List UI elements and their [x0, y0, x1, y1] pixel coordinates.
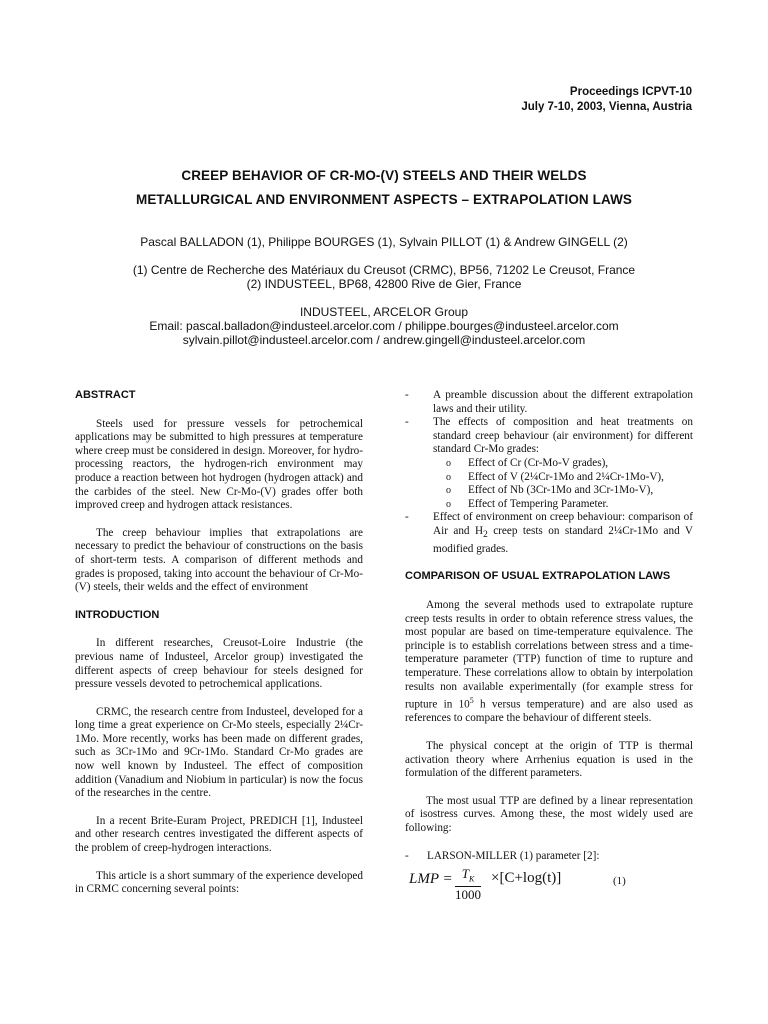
abstract-paragraph-2: The creep behaviour implies that extrapolations are necessary to predict the behaviour of constructions on the basis of short-term tests. A comparison of different methods and grades is proposed, taking into account the behaviour of Cr-Mo-(V) steels, their welds and the effect of environment [75, 526, 363, 594]
point-text-1: A preamble discussion about the different extrapolation laws and their utility. [433, 389, 693, 415]
left-column [75, 389, 363, 911]
conference-date-place: July 7-10, 2003, Vienna, Austria [521, 100, 692, 113]
dash-bullet: - [405, 511, 409, 524]
proceedings-name: Proceedings ICPVT-10 [569, 86, 692, 98]
intro-paragraph-4: This article is a short summary of the experience developed in CRMC concerning several points: [75, 869, 363, 896]
list-item [433, 471, 693, 485]
affiliation-2: (2) INDUSTEEL, BP68, 42800 Rive de Gier, France [246, 277, 522, 291]
title-line-1: CREEP BEHAVIOR OF CR-MO-(V) STEELS AND THEIR WELDS [181, 168, 587, 183]
abstract-heading: ABSTRACT [75, 389, 136, 401]
larson-miller-item [405, 850, 693, 864]
list-item [405, 389, 693, 416]
fraction-numerator [455, 867, 481, 886]
intro-paragraph-2: CRMC, the research centre from Industeel, developed for a long time a great experience on Cr-Mo steels, especially 2¼Cr-1Mo. More recently, works has been made on different grades, such as 3Cr-1Mo and 9Cr-1Mo. Standard Cr-Mo grades are now well known by Industeel. The effect of composition addition (Vanadium and Niobium in particular) is now the focus of the researches in the centre. [75, 705, 363, 800]
point-text-3a: Effect of environment on creep behaviour: comparison of Air and H [433, 511, 693, 537]
right-column [405, 389, 693, 901]
larson-miller-equation [405, 867, 693, 901]
circle-bullet: o [446, 498, 451, 510]
dash-bullet: - [405, 389, 409, 401]
comparison-paragraph-3: The most usual TTP are defined by a linear representation of isostress curves. Among these, the most widely used are following: [405, 794, 693, 834]
list-item [433, 457, 693, 471]
comparison-paragraph-1b: h versus temperature) and are also used as references to compare the behaviour of different steels. [405, 698, 693, 725]
exponent-superscript: 5 [469, 696, 474, 706]
fraction-denominator: 1000 [455, 886, 481, 902]
equation-number: (1) [613, 875, 626, 888]
point-text-3b: creep tests on standard 2¼Cr-1Mo and V modified grades. [433, 524, 694, 555]
list-item [433, 498, 693, 512]
abstract-paragraph-1: Steels used for pressure vessels for petrochemical applications may be submitted to high pressures at temperature where creep must be considered in design. Moreover, for hydro-processing reactors, the hydrogen-rich environment may produce a reaction between hot hydrogen (hydrogen attack) and the carbides of the steel. New Cr-Mo-(V) grades offer both improved creep and hydrogen attack resistances. [75, 417, 363, 512]
contact-block [0, 305, 768, 347]
author-list: Pascal BALLADON (1), Philippe BOURGES (1), Sylvain PILLOT (1) & Andrew GINGELL (2) [140, 235, 628, 249]
paper-title [0, 164, 768, 212]
circle-bullet: o [446, 457, 451, 469]
intro-paragraph-3: In a recent Brite-Euram Project, PREDICH [1], Industeel and other research centres investigated the different aspects of the problem of creep-hydrogen interactions. [75, 814, 363, 855]
equation-fraction [455, 867, 481, 901]
comparison-paragraph-1 [405, 599, 693, 726]
group-name: INDUSTEEL, ARCELOR Group [299, 305, 469, 319]
circle-bullet: o [446, 485, 451, 497]
title-line-2: METALLURGICAL AND ENVIRONMENT ASPECTS – EXTRAPOLATION LAWS [135, 192, 633, 207]
comparison-paragraph-1a: Among the several methods used to extrapolate rupture creep tests results in order to obtain reference stress values, the most popular are based on time-temperature equivalence. The principle is to establish correlations between stress and a time-temperature parameter (TTP) function of time to rupture and temperature. These correlations allow to obtain by interpolation results non available experimentally (for example stress for rupture in 10 [405, 598, 693, 711]
affiliations [0, 263, 768, 291]
point-text-3-subscript: 2 [483, 530, 488, 541]
larson-miller-label: LARSON-MILLER (1) parameter [2]: [427, 849, 600, 862]
comparison-paragraph-2: The physical concept at the origin of TTP is thermal activation theory where Arrhenius equation is used in the formulation of the different parameters. [405, 740, 693, 780]
comparison-heading: COMPARISON OF USUAL EXTRAPOLATION LAWS [405, 570, 671, 583]
circle-bullet: o [446, 471, 451, 483]
affiliation-1: (1) Centre de Recherche des Matériaux du Creusot (CRMC), BP56, 71202 Le Creusot, France [132, 263, 636, 277]
dash-bullet: - [405, 849, 409, 862]
equation-rhs: ×[C+log(t)] [491, 870, 562, 887]
summary-points-list [405, 389, 693, 556]
proceedings-header [521, 85, 692, 114]
introduction-heading: INTRODUCTION [75, 608, 160, 621]
sub-point-text-1: Effect of Cr (Cr-Mo-V grades), [468, 456, 609, 469]
sub-points-list [433, 457, 693, 511]
sub-point-text-4: Effect of Tempering Parameter. [468, 497, 609, 510]
numerator-symbol: T [461, 866, 469, 882]
dash-bullet: - [405, 416, 409, 429]
list-item [433, 484, 693, 498]
list-item [405, 511, 693, 556]
numerator-subscript: K [468, 874, 475, 884]
email-line-1: Email: pascal.balladon@industeel.arcelor.com / philippe.bourges@industeel.arcelor.com [149, 319, 619, 333]
sub-point-text-2: Effect of V (2¼Cr-1Mo and 2¼Cr-1Mo-V), [468, 470, 664, 483]
equation-lhs: LMP = [409, 871, 453, 888]
intro-paragraph-1: In different researches, Creusot-Loire Industrie (the previous name of Industeel, Arcelor group) investigated the different aspects of creep behaviour for steels designed for pressure vessels devoted to petrochemical applications. [75, 637, 363, 691]
list-item [405, 416, 693, 511]
point-text-2: The effects of composition and heat treatments on standard creep behaviour (air environment) for different standard Cr-Mo grades: [433, 416, 693, 456]
email-line-2: sylvain.pillot@industeel.arcelor.com / andrew.gingell@industeel.arcelor.com [182, 333, 586, 347]
sub-point-text-3: Effect of Nb (3Cr-1Mo and 3Cr-1Mo-V), [468, 484, 654, 497]
